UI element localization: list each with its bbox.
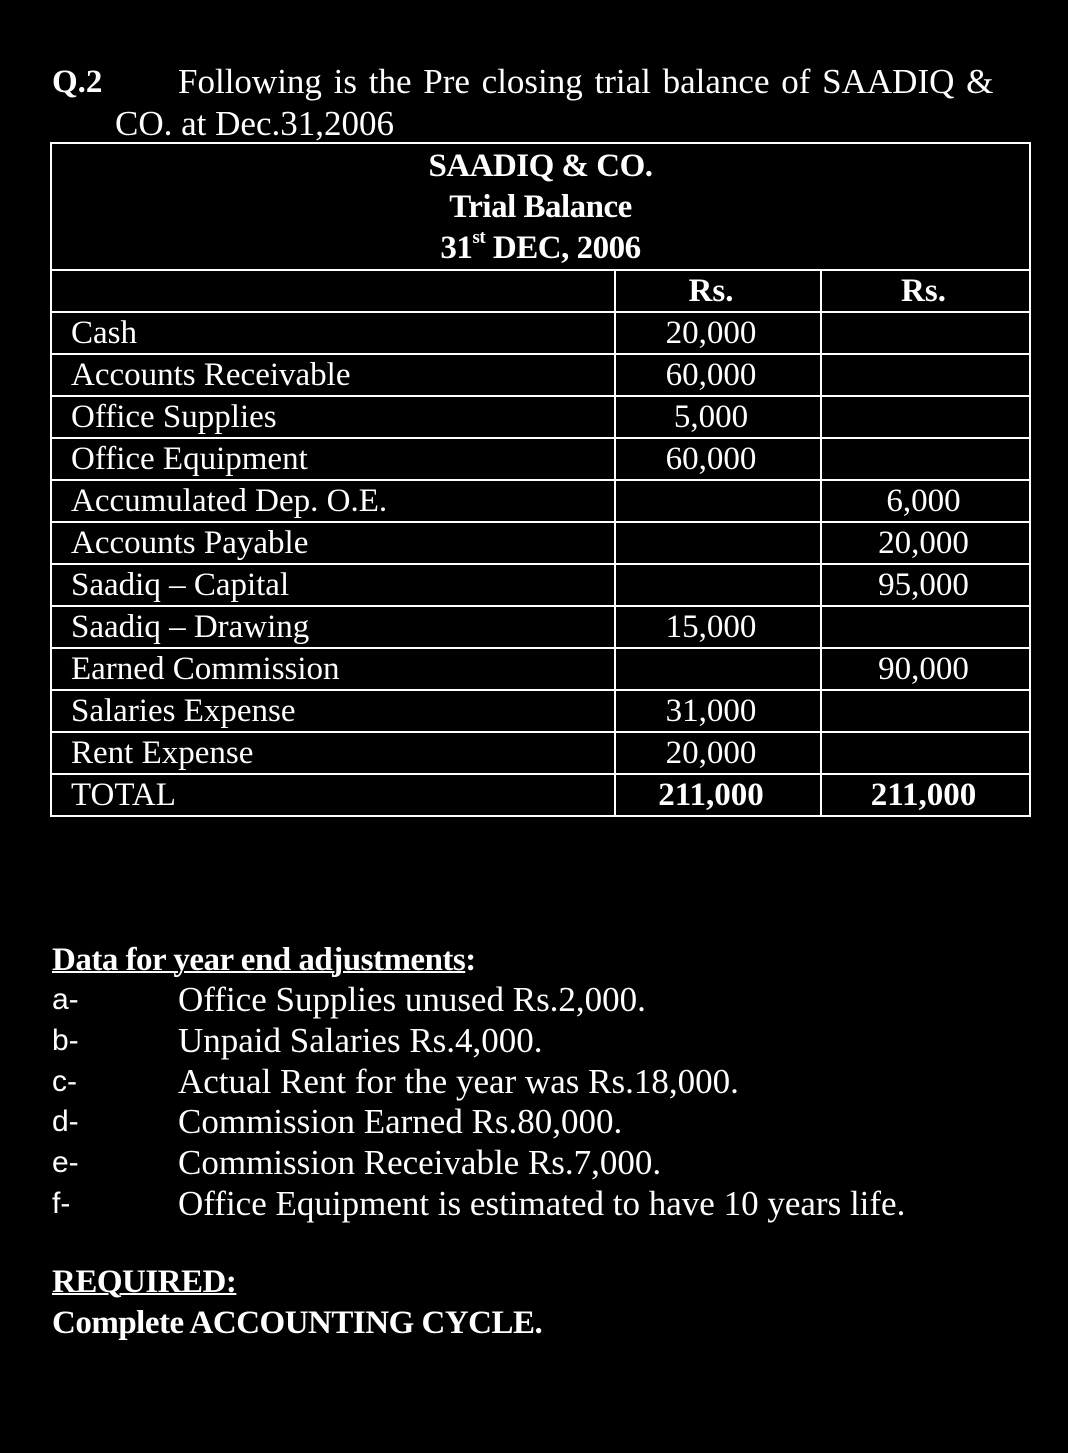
- adjustment-letter: b-: [52, 1023, 79, 1057]
- statement-title: Trial Balance: [449, 189, 632, 225]
- credit-amount: 90,000: [821, 648, 1030, 690]
- debit-amount: [615, 480, 821, 522]
- account-name: Cash: [51, 312, 615, 354]
- adjustment-letter: f-: [52, 1186, 71, 1220]
- account-column-header: [51, 270, 615, 312]
- table-row: [51, 690, 1030, 732]
- credit-amount: 95,000: [821, 564, 1030, 606]
- adjustments-title-text: Data for year end adjustments: [52, 942, 466, 978]
- account-name: Office Equipment: [51, 438, 615, 480]
- total-debit: 211,000: [615, 774, 821, 816]
- adjustments-title-suffix: :: [465, 942, 476, 978]
- adjustment-letter: a-: [52, 983, 79, 1016]
- company-name: SAADIQ & CO.: [428, 148, 653, 184]
- credit-column-header: Rs.: [821, 270, 1030, 312]
- debit-amount: 60,000: [615, 438, 821, 480]
- table-row: [51, 480, 1030, 522]
- debit-amount: 20,000: [615, 732, 821, 774]
- adjustment-letter: e-: [52, 1146, 79, 1180]
- adjustment-letter: d-: [52, 1105, 79, 1139]
- debit-amount: [615, 648, 821, 690]
- adjustment-text: Office Equipment is estimated to have 10 years life.: [178, 1183, 906, 1223]
- account-name: Office Supplies: [51, 396, 615, 438]
- required-text: Complete ACCOUNTING CYCLE.: [52, 1305, 543, 1341]
- adjustment-text: Office Supplies unused Rs.2,000.: [178, 980, 646, 1019]
- required-title: REQUIRED:: [52, 1264, 237, 1300]
- credit-amount: 20,000: [821, 522, 1030, 564]
- account-name: Accumulated Dep. O.E.: [51, 480, 615, 522]
- total-credit: 211,000: [821, 774, 1030, 816]
- credit-amount: 6,000: [821, 480, 1030, 522]
- account-name: Saadiq – Capital: [51, 564, 615, 606]
- table-row: [51, 648, 1030, 690]
- trial-balance-heading-row: [51, 143, 1030, 270]
- account-name: Accounts Payable: [51, 522, 615, 564]
- column-header-row: [51, 270, 1030, 312]
- adjustments-title: [52, 940, 476, 980]
- statement-date-suffix: st: [472, 227, 486, 248]
- account-name: Rent Expense: [51, 732, 615, 774]
- statement-date-rest: DEC, 2006: [485, 230, 641, 266]
- question-number: Q.2: [52, 64, 103, 100]
- account-name: Salaries Expense: [51, 690, 615, 732]
- debit-amount: 60,000: [615, 354, 821, 396]
- credit-amount: [821, 354, 1030, 396]
- question-text-line-2: CO. at Dec.31,2006: [115, 104, 394, 143]
- debit-amount: [615, 522, 821, 564]
- total-label: TOTAL: [51, 774, 615, 816]
- credit-amount: [821, 732, 1030, 774]
- table-row: [51, 732, 1030, 774]
- debit-amount: 31,000: [615, 690, 821, 732]
- table-row: [51, 354, 1030, 396]
- table-row: [51, 438, 1030, 480]
- trial-balance-heading: [51, 143, 1030, 270]
- credit-amount: [821, 312, 1030, 354]
- debit-column-header: Rs.: [615, 270, 821, 312]
- trial-balance-table: [50, 142, 1031, 817]
- credit-amount: [821, 606, 1030, 648]
- account-name: Accounts Receivable: [51, 354, 615, 396]
- table-row: [51, 396, 1030, 438]
- debit-amount: 20,000: [615, 312, 821, 354]
- credit-amount: [821, 690, 1030, 732]
- credit-amount: [821, 438, 1030, 480]
- debit-amount: 15,000: [615, 606, 821, 648]
- total-row: [51, 774, 1030, 816]
- adjustment-text: Commission Earned Rs.80,000.: [178, 1102, 623, 1142]
- statement-date-day: 31: [440, 230, 473, 266]
- account-name: Saadiq – Drawing: [51, 606, 615, 648]
- question-text-line-1: Following is the Pre closing trial balance of SAADIQ &: [178, 62, 994, 101]
- account-name: Earned Commission: [51, 648, 615, 690]
- adjustment-text: Unpaid Salaries Rs.4,000.: [178, 1020, 543, 1060]
- statement-date: [52, 228, 1029, 269]
- adjustment-text: Commission Receivable Rs.7,000.: [178, 1143, 662, 1183]
- table-row: [51, 522, 1030, 564]
- debit-amount: [615, 564, 821, 606]
- adjustment-text: Actual Rent for the year was Rs.18,000.: [178, 1061, 739, 1101]
- table-row: [51, 606, 1030, 648]
- debit-amount: 5,000: [615, 396, 821, 438]
- table-row: [51, 312, 1030, 354]
- table-row: [51, 564, 1030, 606]
- adjustment-letter: c-: [52, 1064, 77, 1098]
- credit-amount: [821, 396, 1030, 438]
